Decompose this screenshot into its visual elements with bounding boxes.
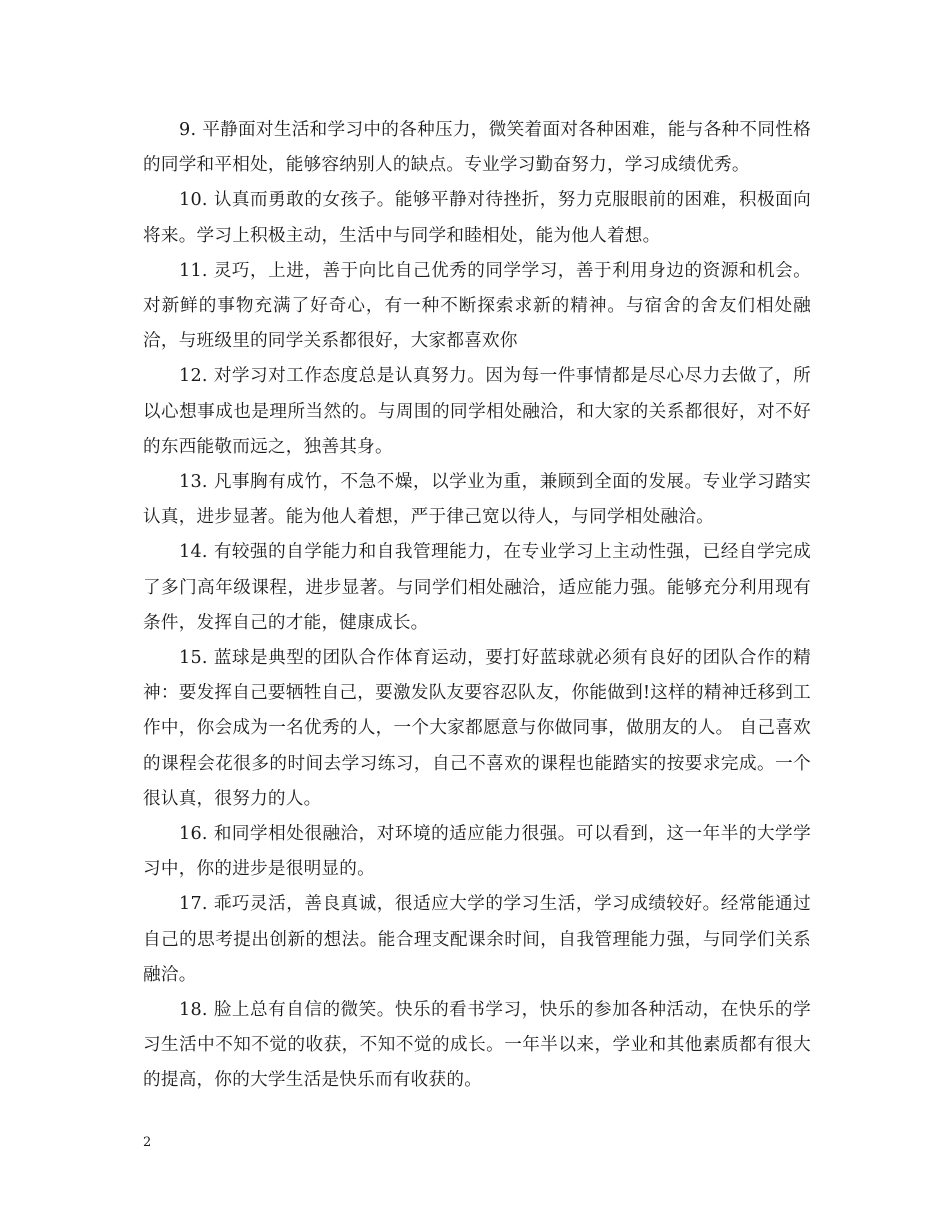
paragraph-11: 11. 灵巧，上进，善于向比自己优秀的同学学习，善于利用身边的资源和机会。对新鲜的事物充满了好奇心，有一种不断探索求新的精神。与宿舍的舍友们相处融洽，与班级里的同学关系都很好，大家都喜欢你 <box>143 260 811 352</box>
paragraph-18: 18. 脸上总有自信的微笑。快乐的看书学习，快乐的参加各种活动，在快乐的学习生活中不知不觉的收获，不知不觉的成长。一年半以来，学业和其他素质都有很大的提高，你的大学生活是快乐而有收获的。 <box>143 1000 811 1091</box>
paragraph-9: 9. 平静面对生活和学习中的各种压力，微笑着面对各种困难，能与各种不同性格的同学和平相处，能够容纳别人的缺点。专业学习勤奋努力，学习成绩优秀。 <box>143 120 811 176</box>
paragraph-10: 10. 认真而勇敢的女孩子。能够平静对待挫折，努力克服眼前的困难，积极面向将来。学习上积极主动，生活中与同学和睦相处，能为他人着想。 <box>143 190 811 246</box>
paragraph-15: 15. 蓝球是典型的团队合作体育运动，要打好蓝球就必须有良好的团队合作的精神：要发挥自己要牺牲自己，要激发队友要容忍队友，你能做到!这样的精神迁移到工作中，你会成为一名优秀的人，一个大家都愿意与你做同事，做朋友的人。 自己喜欢的课程会花很多的时间去学习练习，自己不喜欢的课程也能踏实的按要求完成。一个很认真，很努力的人。 <box>143 648 811 809</box>
paragraph-17: 17. 乖巧灵活，善良真诚，很适应大学的学习生活，学习成绩较好。经常能通过自己的思考提出创新的想法。能合理支配课余时间，自我管理能力强，与同学们关系融洽。 <box>143 894 811 985</box>
paragraph-12: 12. 对学习对工作态度总是认真努力。因为每一件事情都是尽心尽力去做了，所以心想事成也是理所当然的。与周围的同学相处融洽，和大家的关系都很好，对不好的东西能敬而远之，独善其身。 <box>143 366 811 457</box>
document-body <box>143 113 811 1099</box>
paragraph-13: 13. 凡事胸有成竹，不急不燥，以学业为重，兼顾到全面的发展。专业学习踏实认真，进步显著。能为他人着想，严于律己宽以待人，与同学相处融洽。 <box>143 472 811 528</box>
page-number: 2 <box>143 1135 152 1150</box>
paragraph-16: 16. 和同学相处很融洽，对环境的适应能力很强。可以看到，这一年半的大学学习中，你的进步是很明显的。 <box>143 824 811 880</box>
paragraph-14: 14. 有较强的自学能力和自我管理能力，在专业学习上主动性强，已经自学完成了多门高年级课程，进步显著。与同学们相处融洽，适应能力强。能够充分利用现有条件，发挥自己的才能，健康成长。 <box>143 542 811 633</box>
